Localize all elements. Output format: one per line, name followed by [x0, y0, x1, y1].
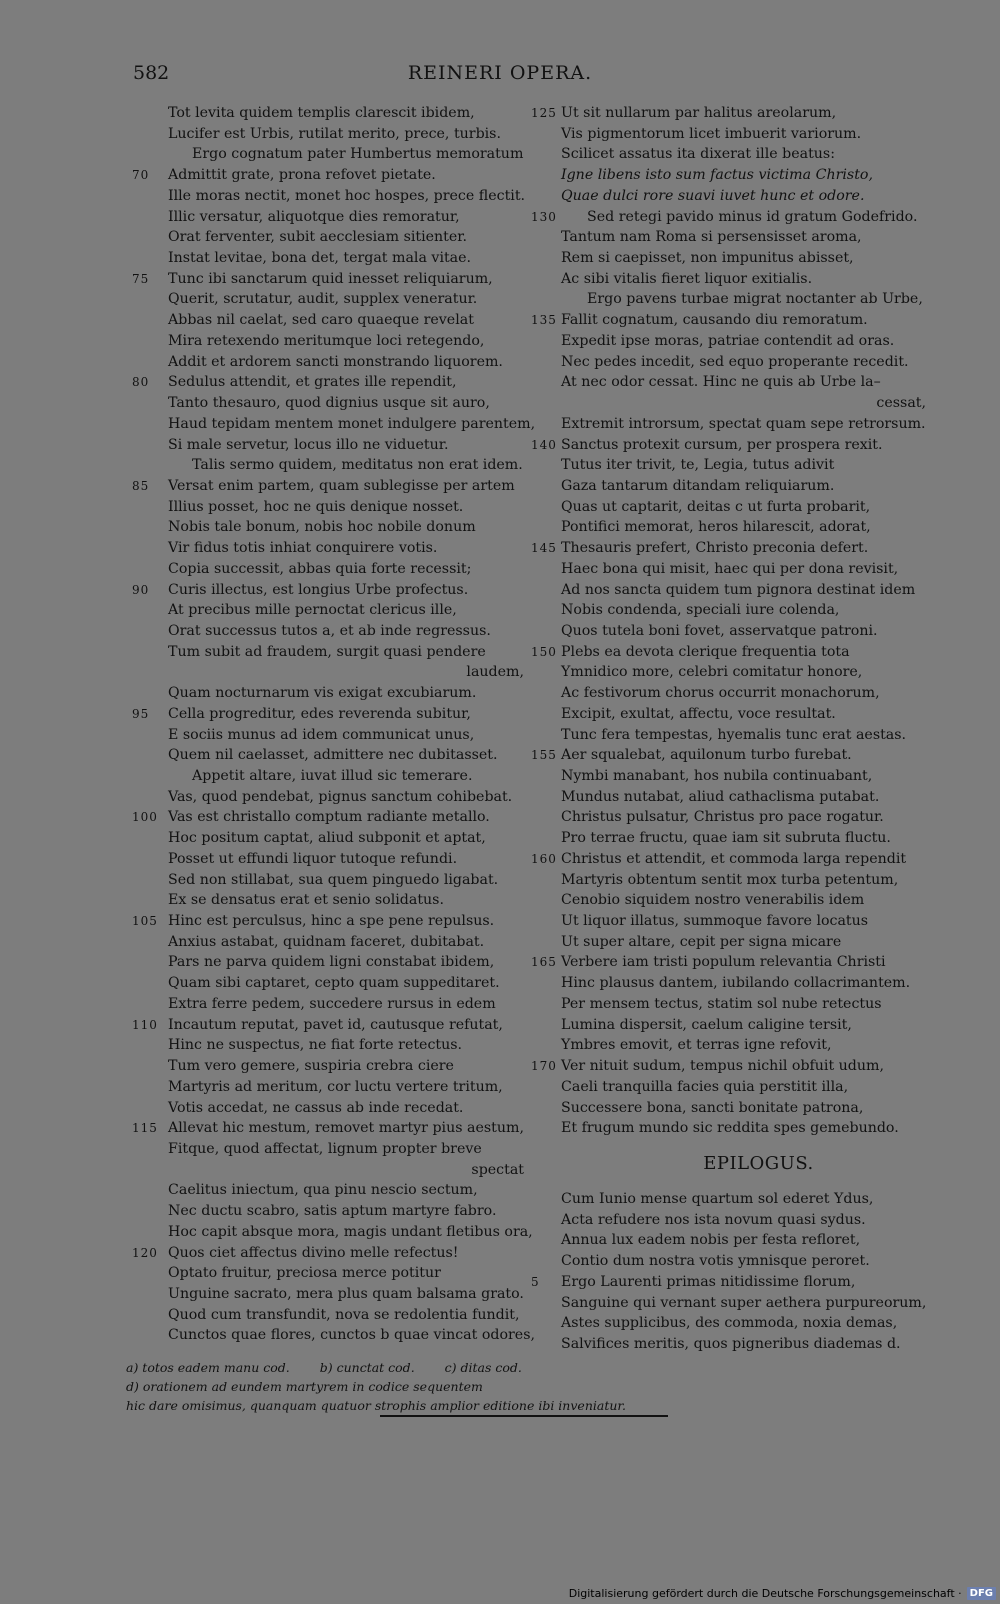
line-number: 100: [132, 810, 158, 825]
verse-text: Vir fidus totis inhiat conquirere votis.: [168, 540, 438, 557]
verse-line: [531, 932, 926, 953]
verse-text: Quod cum transfundit, nova se redolentia fundit,: [168, 1306, 520, 1323]
verse-text: Ad nos sancta quidem tum pignora destinat idem: [561, 581, 916, 598]
verse-line: [531, 1334, 926, 1355]
verse-text: Thesauris prefert, Christo preconia defert.: [561, 540, 869, 557]
verse-line: [132, 642, 524, 663]
verse-text: Lucifer est Urbis, rutilat merito, prece, turbis.: [168, 125, 501, 142]
verse-text: Unguine sacrato, mera plus quam balsama grato.: [168, 1285, 524, 1302]
verse-line: [531, 952, 926, 973]
footnotes: [126, 1358, 926, 1415]
verse-line: [132, 890, 524, 911]
verse-text: Per mensem tectus, statim sol nube retectus: [561, 995, 882, 1012]
verse-text: Extra ferre pedem, succedere rursus in edem: [168, 995, 496, 1012]
verse-text: Fallit cognatum, causando diu remoratum.: [561, 312, 868, 329]
verse-line: [132, 124, 524, 145]
verse-line: [132, 414, 536, 435]
verse-line: [531, 1210, 926, 1231]
verse-line: [531, 704, 926, 725]
verse-text: Vas est christallo comptum radiante metallo.: [168, 809, 490, 826]
verse-text: Caelitus iniectum, qua pinu nescio sectum,: [168, 1182, 478, 1199]
verse-line: [132, 455, 524, 476]
verse-line: [132, 745, 524, 766]
verse-text: Aer squalebat, aquilonum turbo furebat.: [561, 747, 852, 764]
verse-line: [132, 497, 524, 518]
verse-line: [531, 186, 926, 207]
line-number: 135: [531, 313, 557, 328]
verse-line: [132, 310, 524, 331]
verse-text: Martyris ad meritum, cor luctu vertere tritum,: [168, 1078, 503, 1095]
verse-text: Tum subit ad fraudem, surgit quasi pendere: [168, 643, 486, 660]
verse-line: [531, 1272, 926, 1293]
verse-line: [132, 144, 524, 165]
verse-text: Posset ut effundi liquor tutoque refundi.: [168, 850, 458, 867]
verse-line: [531, 455, 926, 476]
verse-line: [531, 683, 926, 704]
verse-text: Plebs ea devota clerique frequentia tota: [561, 643, 850, 660]
verse-line: [531, 1015, 926, 1036]
verse-text: laudem,: [466, 664, 524, 681]
verse-text: Cella progreditur, edes reverenda subitur,: [168, 705, 471, 722]
verse-text: Addit et ardorem sancti monstrando liquorem.: [168, 353, 503, 370]
verse-text: Contio dum nostra votis ymnisque peroret.: [561, 1253, 870, 1270]
left-column: [132, 103, 536, 1346]
verse-line: [531, 352, 926, 373]
line-number: 90: [132, 582, 150, 597]
verse-text: Ergo Laurenti primas nitidissime florum,: [561, 1273, 856, 1290]
verse-text: At precibus mille pernoctat clericus ille,: [168, 602, 457, 619]
verse-line: [531, 725, 926, 746]
verse-text: Sed retegi pavido minus id gratum Godefrido.: [587, 208, 918, 225]
verse-text: Ex se densatus erat et senio solidatus.: [168, 892, 444, 909]
verse-text: spectat: [471, 1161, 524, 1178]
line-number: 105: [132, 914, 158, 929]
verse-line: [132, 517, 524, 538]
verse-line: [531, 787, 926, 808]
line-number: 75: [132, 271, 150, 286]
verse-text: Extremit introrsum, spectat quam sepe retrorsum.: [561, 415, 926, 432]
verse-text: Quam nocturnarum vis exigat excubiarum.: [168, 685, 477, 702]
verse-line: [132, 828, 524, 849]
verse-line: [531, 372, 926, 393]
verse-line: [531, 248, 926, 269]
verse-text: Tunc fera tempestas, hyemalis tunc erat aestas.: [561, 726, 907, 743]
verse-text: Abbas nil caelat, sed caro quaeque revelat: [168, 312, 474, 329]
verse-text: Pro terrae fructu, quae iam sit subruta fluctu.: [561, 830, 891, 847]
verse-text: Nec ductu scabro, satis aptum martyre fabro.: [168, 1203, 497, 1220]
verse-text: Salvifices meritis, quos pigneribus diademas d.: [561, 1335, 901, 1352]
verse-text: Versat enim partem, quam sublegisse per artem: [168, 477, 515, 494]
verse-line: [132, 1243, 524, 1264]
footnote-c: c) ditas cod.: [444, 1360, 522, 1375]
verse-text: Ac sibi vitalis fieret liquor exitialis.: [561, 270, 813, 287]
verse-text: Tum vero gemere, suspiria crebra ciere: [168, 1058, 454, 1075]
verse-line: [132, 248, 524, 269]
verse-line: [531, 497, 926, 518]
verse-line: [132, 704, 524, 725]
verse-text: Christus pulsatur, Christus pro pace rogatur.: [561, 809, 884, 826]
verse-line: [531, 435, 926, 456]
verse-line: [531, 1118, 926, 1139]
verse-text: Admittit grate, prona refovet pietate.: [168, 167, 436, 184]
verse-text: Sanguine qui vernant super aethera purpureorum,: [561, 1294, 927, 1311]
line-number: 125: [531, 106, 557, 120]
verse-text: Incautum reputat, pavet id, cautusque refutat,: [168, 1016, 503, 1033]
verse-text: Sanctus protexit cursum, per prospera rexit.: [561, 436, 883, 453]
line-number: 130: [531, 209, 557, 224]
verse-text: Ergo pavens turbae migrat noctanter ab Urbe,: [587, 291, 923, 308]
verse-text: Nobis tale bonum, nobis hoc nobile donum: [168, 519, 476, 536]
verse-line: [531, 559, 926, 580]
line-number: 95: [132, 706, 150, 721]
right-column: [531, 103, 926, 1355]
verse-line: [132, 435, 524, 456]
dfg-logo: DFG: [967, 1587, 996, 1600]
verse-line: [132, 393, 524, 414]
verse-line: [132, 1263, 524, 1284]
verse-text: Ut sit nullarum par halitus areolarum,: [561, 105, 837, 121]
verse-line: [132, 662, 524, 683]
verse-text: Illius posset, hoc ne quis denique nosset.: [168, 498, 464, 515]
verse-line: [132, 476, 524, 497]
line-number: 140: [531, 437, 557, 452]
verse-line: [531, 310, 926, 331]
verse-line: [132, 952, 524, 973]
verse-text: Cenobio siquidem nostro venerabilis idem: [561, 892, 865, 909]
verse-line: [132, 103, 524, 124]
verse-line: [132, 559, 524, 580]
verse-line: [531, 165, 926, 186]
verse-text: Talis sermo quidem, meditatus non erat idem.: [192, 457, 523, 474]
line-number: 165: [531, 955, 557, 970]
verse-line: [132, 1305, 524, 1326]
verse-text: Ut super altare, cepit per signa micare: [561, 933, 842, 950]
verse-line: [132, 165, 524, 186]
line-number: 150: [531, 644, 557, 659]
verse-line: [132, 580, 524, 601]
verse-text: Vas, quod pendebat, pignus sanctum cohibebat.: [168, 788, 513, 805]
verse-line: [531, 662, 926, 683]
line-number: 85: [132, 478, 150, 493]
verse-text: Cunctos quae flores, cunctos b quae vincat odores,: [168, 1327, 535, 1344]
verse-text: Hinc ne suspectus, ne fiat forte retectus.: [168, 1037, 463, 1054]
verse-text: Votis accedat, ne cassus ab inde recedat.: [168, 1099, 464, 1116]
verse-text: Ymnidico more, celebri comitatur honore,: [561, 664, 863, 681]
verse-text: Acta refudere nos ista novum quasi sydus.: [561, 1211, 866, 1228]
verse-line: [132, 807, 524, 828]
verse-line: [531, 289, 926, 310]
verse-line: [132, 621, 524, 642]
verse-text: Appetit altare, iuvat illud sic temerare.: [192, 768, 473, 784]
verse-line: [132, 911, 524, 932]
verse-text: Querit, scrutatur, audit, supplex veneratur.: [168, 291, 478, 308]
verse-line: [132, 973, 524, 994]
verse-text: Cum Iunio mense quartum sol ederet Ydus,: [561, 1190, 874, 1207]
verse-text: Christus et attendit, et commoda larga rependit: [561, 850, 907, 867]
line-number: 5: [531, 1274, 540, 1289]
verse-text: Copia successit, abbas quia forte recessit;: [168, 560, 472, 577]
verse-line: [132, 1284, 524, 1305]
verse-line: [132, 289, 524, 310]
verse-line: [531, 538, 926, 559]
line-number: 70: [132, 168, 150, 183]
verse-line: [132, 932, 524, 953]
verse-text: Mundus nutabat, aliud cathaclisma putabat.: [561, 788, 880, 805]
verse-text: Ille moras nectit, monet hoc hospes, prece flectit.: [168, 187, 526, 204]
verse-text: Quam sibi captaret, cepto quam suppeditaret.: [168, 975, 500, 992]
verse-line: [531, 144, 926, 165]
verse-text: Optato fruitur, preciosa merce potitur: [168, 1265, 441, 1282]
verse-text: Verbere iam tristi populum relevantia Christi: [561, 954, 886, 971]
verse-line: [531, 414, 926, 435]
verse-line: [132, 600, 524, 621]
verse-text: Instat levitae, bona det, tergat mala vitae.: [168, 250, 472, 267]
verse-text: Nymbi manabant, hos nubila continuabant,: [561, 768, 873, 784]
verse-line: [132, 683, 524, 704]
verse-line: [132, 725, 524, 746]
verse-text: Nobis condenda, speciali iure colenda,: [561, 602, 840, 619]
verse-text: Tanto thesauro, quod dignius usque sit auro,: [168, 395, 490, 412]
verse-line: [531, 393, 926, 414]
verse-line: [132, 766, 524, 787]
verse-line: [132, 352, 524, 373]
verse-line: [531, 973, 926, 994]
footnote-d-continued: hic dare omisimus, quanquam quatuor strophis amplior editione ibi inveniatur.: [126, 1398, 626, 1413]
verse-line: [132, 994, 524, 1015]
digitization-credit: [569, 1587, 996, 1600]
verse-text: Hoc positum captat, aliud subponit et aptat,: [168, 830, 486, 847]
verse-text: Ergo cognatum pater Humbertus memoratum: [192, 146, 524, 163]
verse-text: Anxius astabat, quidnam faceret, dubitabat.: [168, 933, 485, 950]
verse-line: [531, 600, 926, 621]
verse-line: [132, 1056, 524, 1077]
verse-text: Haec bona qui misit, haec qui per dona revisit,: [561, 560, 899, 577]
verse-line: [531, 849, 926, 870]
verse-text: Nec pedes incedit, sed equo properante recedit.: [561, 353, 909, 370]
verse-line: [132, 1035, 524, 1056]
running-title: REINERI OPERA.: [407, 62, 593, 84]
verse-line: [531, 870, 926, 891]
footnote-d: d) orationem ad eundem martyrem in codice sequentem: [126, 1379, 483, 1394]
verse-text: Successere bona, sancti bonitate patrona,: [561, 1099, 864, 1116]
verse-line: [531, 124, 926, 145]
verse-line: [531, 269, 926, 290]
verse-line: [531, 580, 926, 601]
verse-text: Caeli tranquilla facies quia perstitit illa,: [561, 1078, 849, 1095]
line-number: 80: [132, 375, 150, 390]
verse-line: [531, 828, 926, 849]
verse-text: Allevat hic mestum, removet martyr pius aestum,: [168, 1120, 524, 1137]
verse-line: [132, 538, 524, 559]
verse-text: Fitque, quod affectat, lignum propter breve: [168, 1140, 482, 1157]
verse-line: [531, 1098, 926, 1119]
verse-line: [531, 745, 926, 766]
verse-line: [132, 1015, 524, 1036]
verse-line: [132, 1325, 535, 1346]
verse-text: Orat successus tutos a, et ab inde regressus.: [168, 622, 491, 639]
line-number: 110: [132, 1017, 158, 1032]
verse-line: [531, 766, 926, 787]
verse-text: Expedit ipse moras, patriae contendit ad oras.: [561, 332, 895, 349]
page-number: 582: [133, 62, 170, 84]
verse-line: [531, 1313, 926, 1334]
verse-line: [531, 807, 926, 828]
verse-text: Gaza tantarum ditandam reliquiarum.: [561, 477, 835, 494]
verse-line: [531, 517, 926, 538]
credit-text: Digitalisierung gefördert durch die Deutsche Forschungsgemeinschaft ·: [568, 1587, 962, 1600]
verse-line: [531, 1189, 926, 1210]
line-number: 120: [132, 1245, 158, 1260]
verse-line: [531, 1056, 926, 1077]
line-number: 160: [531, 851, 557, 866]
verse-text: Tunc ibi sanctarum quid inesset reliquiarum,: [168, 270, 493, 287]
verse-text: Ut liquor illatus, summoque favore locatus: [561, 913, 869, 930]
verse-text: cessat,: [876, 395, 926, 412]
verse-text: Lumina dispersit, caelum caligine tersit,: [561, 1016, 852, 1033]
verse-text: Et frugum mundo sic reddita spes gemebundo.: [561, 1120, 899, 1137]
verse-line: [531, 1251, 926, 1272]
verse-text: Si male servetur, locus illo ne viduetur.: [168, 436, 449, 453]
verse-text: Curis illectus, est longius Urbe profectus.: [168, 581, 469, 598]
verse-text: Annua lux eadem nobis per festa refloret,: [561, 1232, 861, 1249]
verse-text: Igne libens isto sum factus victima Christo,: [561, 167, 873, 184]
verse-text: Scilicet assatus ita dixerat ille beatus:: [561, 146, 835, 163]
verse-line: [132, 1077, 524, 1098]
verse-text: E sociis munus ad idem communicat unus,: [168, 726, 475, 743]
verse-line: [531, 227, 926, 248]
verse-text: Quos tutela boni fovet, asservatque patroni.: [561, 622, 878, 639]
verse-line: [531, 476, 926, 497]
verse-line: [132, 870, 524, 891]
verse-line: [531, 331, 926, 352]
line-number: 155: [531, 748, 557, 763]
verse-text: Quos ciet affectus divino melle refectus!: [168, 1244, 459, 1261]
verse-text: Pars ne parva quidem ligni constabat ibidem,: [168, 954, 495, 971]
verse-line: [132, 1180, 524, 1201]
verse-text: Ac festivorum chorus occurrit monachorum,: [561, 685, 880, 702]
verse-text: Sedulus attendit, et grates ille rependit,: [168, 374, 457, 391]
verse-line: [531, 1077, 926, 1098]
verse-line: [531, 621, 926, 642]
verse-text: Tot levita quidem templis clarescit ibidem,: [168, 105, 475, 121]
verse-line: [531, 911, 926, 932]
verse-text: Pontifici memorat, heros hilarescit, adorat,: [561, 519, 871, 536]
verse-text: Quem nil caelasset, admittere nec dubitasset.: [168, 747, 498, 764]
verse-text: Quae dulci rore suavi iuvet hunc et odore.: [561, 187, 865, 204]
verse-text: Tantum nam Roma si persensisset aroma,: [561, 229, 862, 246]
verse-text: Orat ferventer, subit aecclesiam sitienter.: [168, 229, 467, 246]
verse-line: [132, 186, 524, 207]
line-number: 115: [132, 1121, 158, 1136]
verse-line: [132, 787, 524, 808]
verse-line: [132, 1118, 524, 1139]
verse-line: [132, 207, 524, 228]
verse-line: [132, 1160, 524, 1181]
verse-text: Ymbres emovit, et terras igne refovit,: [561, 1037, 832, 1054]
verse-line: [531, 1293, 926, 1314]
verse-line: [132, 1201, 524, 1222]
end-rule: [380, 1415, 668, 1417]
verse-text: Rem si caepisset, non impunitus abisset,: [561, 250, 854, 267]
verse-text: Hinc plausus dantem, iubilando collacrimantem.: [561, 975, 911, 992]
verse-line: [531, 1035, 926, 1056]
verse-line: [531, 207, 926, 228]
verse-line: [132, 1222, 533, 1243]
footnote-a: a) totos eadem manu cod.: [126, 1360, 290, 1375]
verse-text: Ver nituit sudum, tempus nichil obfuit udum,: [561, 1058, 884, 1075]
verse-text: Vis pigmentorum licet imbuerit variorum.: [561, 125, 862, 142]
verse-line: [132, 227, 524, 248]
verse-line: [531, 103, 926, 124]
verse-text: Hinc est perculsus, hinc a spe pene repulsus.: [168, 913, 495, 930]
verse-line: [531, 1230, 926, 1251]
epilogue-title: EPILOGUS.: [703, 1152, 814, 1174]
verse-line: [531, 642, 926, 663]
verse-text: Martyris obtentum sentit mox turba petentum,: [561, 871, 899, 888]
verse-line: [132, 331, 524, 352]
verse-text: Sed non stillabat, sua quem pinguedo ligabat.: [168, 871, 499, 888]
verse-line: [531, 994, 926, 1015]
verse-text: Astes supplicibus, des commoda, noxia demas,: [561, 1315, 898, 1332]
verse-text: Illic versatur, aliquotque dies remoratur,: [168, 208, 460, 225]
line-number: 170: [531, 1059, 557, 1074]
verse-text: Mira retexendo meritumque loci retegendo,: [168, 332, 485, 349]
page-header: [0, 62, 1000, 86]
verse-line: [132, 1098, 524, 1119]
verse-text: Tutus iter trivit, te, Legia, tutus adivit: [561, 457, 835, 474]
verse-line: [132, 849, 524, 870]
verse-line: [132, 269, 524, 290]
verse-line: [531, 890, 926, 911]
line-number: 145: [531, 541, 557, 556]
verse-line: [132, 1139, 524, 1160]
verse-text: Hoc capit absque mora, magis undant fletibus ora,: [168, 1223, 533, 1240]
verse-text: Quas ut captarit, deitas c ut furta probarit,: [561, 498, 871, 515]
verse-line: [132, 372, 524, 393]
verse-text: Haud tepidam mentem monet indulgere parentem,: [168, 415, 536, 432]
footnote-b: b) cunctat cod.: [319, 1360, 415, 1375]
verse-text: At nec odor cessat. Hinc ne quis ab Urbe la–: [561, 374, 881, 391]
verse-text: Excipit, exultat, affectu, voce resultat.: [561, 705, 836, 722]
